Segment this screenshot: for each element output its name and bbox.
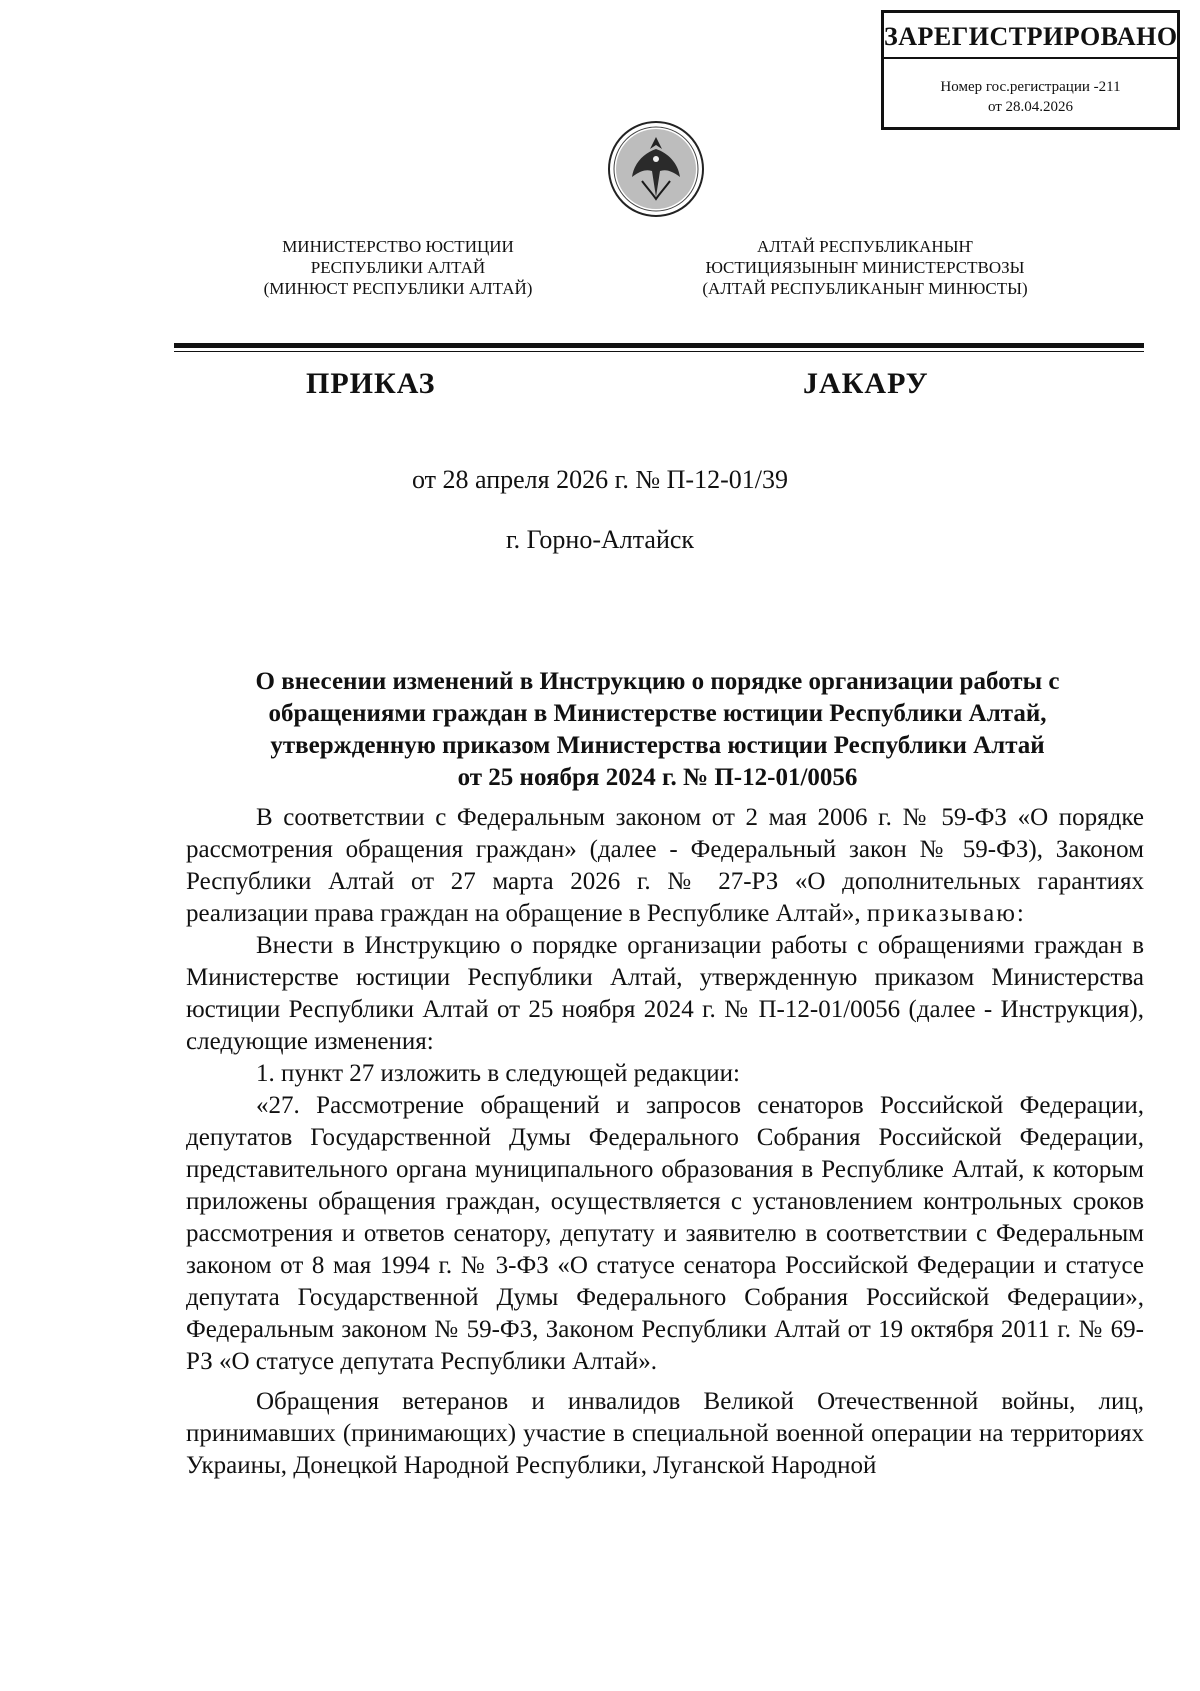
header-divider-thin bbox=[174, 351, 1144, 352]
order-label-alt: ЈАКАРУ bbox=[803, 367, 929, 400]
stamp-reg-number: Номер гос.регистрации -211 bbox=[940, 79, 1121, 95]
ministry-name-ru bbox=[218, 236, 578, 299]
paragraph-clause-27: «27. Рассмотрение обращений и запросов сенаторов Российской Федерации, депутатов Государственной Думы Федерального Собрания Российской Федерации, представительного органа муниципального образования в Республике Алтай, к которым приложены обращения граждан, осуществляется с установлением контрольных сроков рассмотрения и ответов сенатору, депутату и заявителю в соответствии с Федеральным законом от 8 мая 1994 г. № 3-ФЗ «О статусе сенатора Российской Федерации и статусе депутата Государственной Думы Федерального Собрания Российской Федерации», Федеральным законом № 59-ФЗ, Законом Республики Алтай от 19 октября 2011 г. № 69-РЗ «О статусе депутата Республики Алтай». bbox=[186, 1092, 1144, 1375]
paragraph-preamble bbox=[186, 802, 1144, 930]
order-date-number: от 28 апреля 2026 г. № П-12-01/39 bbox=[412, 465, 788, 494]
title-line2: обращениями граждан в Министерстве юстиции Республики Алтай, bbox=[268, 700, 1047, 727]
stamp-reg-date: от 28.04.2026 bbox=[987, 99, 1074, 115]
preamble-text: В соответствии с Федеральным законом от 2 мая 2006 г. № 59-ФЗ «О порядке рассмотрения обращения граждан» (далее - Федеральный закон № 59-ФЗ), Законом Республики Алтай от 27 марта 2026 г. № 27-РЗ «О дополнительных гарантиях реализации права граждан на обращение в Республике Алтай», bbox=[186, 804, 1144, 927]
ministry-alt-line3: (АЛТАЙ РЕСПУБЛИКАНЫҤ МИНЮСТЫ) bbox=[702, 279, 1028, 298]
ministry-name-alt bbox=[685, 236, 1045, 299]
title-line4: от 25 ноября 2024 г. № П-12-01/0056 bbox=[457, 764, 858, 791]
title-line3: утвержденную приказом Министерства юстиции Республики Алтай bbox=[270, 732, 1045, 759]
ministry-alt-line1: АЛТАЙ РЕСПУБЛИКАНЫҤ bbox=[757, 237, 973, 256]
ministry-ru-line2: РЕСПУБЛИКИ АЛТАЙ bbox=[310, 258, 486, 277]
ministry-alt-line2: ЮСТИЦИЯЗЫНЫҤ МИНИСТЕРСТВОЗЫ bbox=[705, 258, 1025, 277]
order-label-ru: ПРИКАЗ bbox=[306, 367, 436, 400]
paragraph-veterans: Обращения ветеранов и инвалидов Великой Отечественной войны, лиц, принимавших (принимающих) участие в специальной военной операции на территориях Украины, Донецкой Народной Республики, Луганской Народной bbox=[186, 1388, 1144, 1479]
order-keyword: приказываю: bbox=[866, 900, 1026, 927]
document-body bbox=[186, 802, 1144, 1482]
paragraph-amendment-intro: Внести в Инструкцию о порядке организации работы с обращениями граждан в Министерстве юстиции Республики Алтай, утвержденную приказом Министерства юстиции Республики Алтай от 25 ноября 2024 г. № П-12-01/0056 (далее - Инструкция), следующие изменения: bbox=[186, 932, 1144, 1055]
paragraph-item-1: 1. пункт 27 изложить в следующей редакции: bbox=[256, 1060, 740, 1087]
title-line1: О внесении изменений в Инструкцию о порядке организации работы с bbox=[255, 668, 1060, 695]
order-city: г. Горно-Алтайск bbox=[505, 525, 695, 554]
stamp-title: ЗАРЕГИСТРИРОВАНО bbox=[884, 17, 1177, 59]
registration-stamp bbox=[881, 10, 1180, 130]
document-title bbox=[170, 666, 1145, 794]
ministry-ru-line1: МИНИСТЕРСТВО ЮСТИЦИИ bbox=[282, 237, 514, 256]
coat-of-arms-emblem bbox=[606, 119, 706, 219]
ministry-ru-line3: (МИНЮСТ РЕСПУБЛИКИ АЛТАЙ) bbox=[263, 279, 533, 298]
header-divider-thick bbox=[174, 343, 1144, 348]
